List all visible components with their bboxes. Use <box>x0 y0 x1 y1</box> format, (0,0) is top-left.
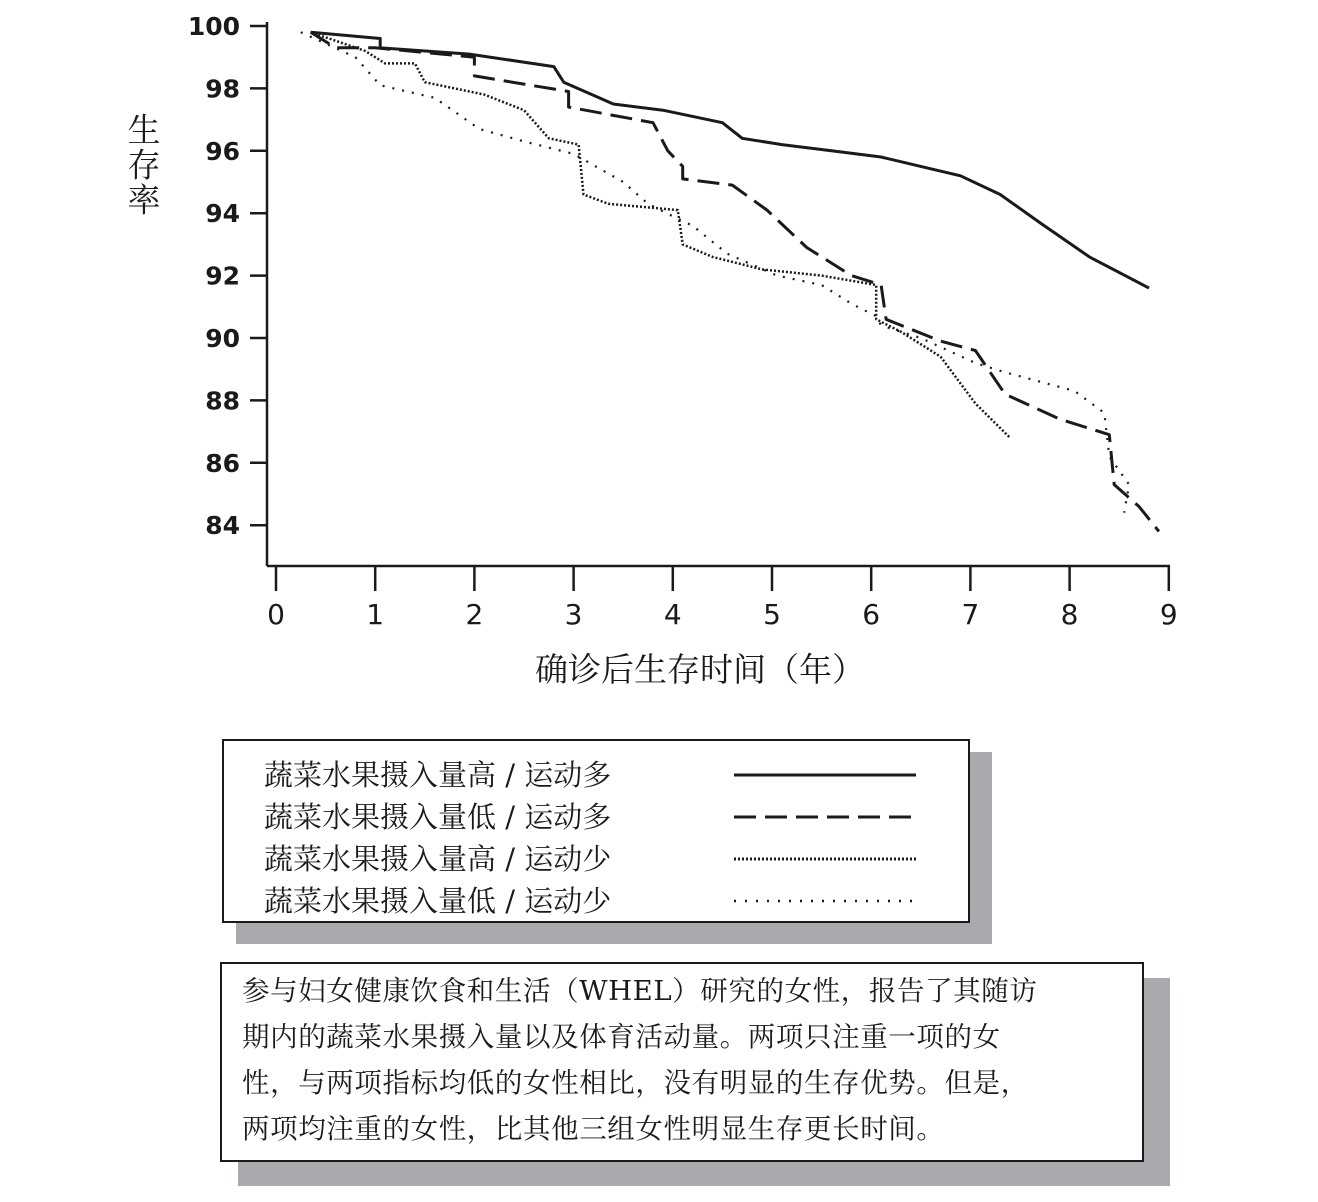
axes <box>267 22 1170 566</box>
legend-label: 蔬菜水果摄入量高 / 运动多 <box>264 758 612 792</box>
y-tick-label: 94 <box>205 199 240 229</box>
caption-line: 两项均注重的女性，比其他三组女性明显生存更长时间。 <box>242 1113 945 1145</box>
x-tick-label: 2 <box>465 598 484 631</box>
legend <box>222 739 970 923</box>
x-tick-label: 3 <box>564 598 583 631</box>
x-tick-label: 4 <box>663 598 682 631</box>
x-tick-label: 9 <box>1159 598 1178 631</box>
series-line-1 <box>311 32 1149 288</box>
legend-label: 蔬菜水果摄入量低 / 运动少 <box>264 884 612 918</box>
series-line-4 <box>301 32 1129 513</box>
x-tick-label: 7 <box>961 598 980 631</box>
legend-swatch-dotted <box>734 849 919 869</box>
y-tick-label: 84 <box>205 511 240 541</box>
legend-swatch-sparse-dotted <box>734 891 919 911</box>
y-ticks <box>188 12 267 540</box>
legend-label: 蔬菜水果摄入量高 / 运动少 <box>264 842 612 876</box>
x-ticks <box>267 566 1178 631</box>
y-tick-label: 86 <box>205 448 240 478</box>
x-tick-label: 6 <box>862 598 881 631</box>
x-tick-label: 8 <box>1060 598 1079 631</box>
y-tick-label: 90 <box>205 324 240 353</box>
x-axis-title: 确诊后生存时间（年） <box>535 650 865 689</box>
legend-item-3 <box>264 837 954 881</box>
x-tick-label: 5 <box>763 598 781 631</box>
caption-line: 参与妇女健康饮食和生活（WHEL）研究的女性，报告了其随访 <box>242 975 1038 1007</box>
x-tick-label: 0 <box>267 598 285 631</box>
legend-swatch-solid <box>734 765 919 785</box>
caption <box>220 962 1144 1162</box>
caption-text <box>242 968 1142 1152</box>
series-line-3 <box>311 32 1010 438</box>
caption-line: 期内的蔬菜水果摄入量以及体育活动量。两项只注重一项的女 <box>242 1021 1001 1053</box>
y-tick-label: 88 <box>205 386 240 416</box>
series-lines <box>301 32 1159 531</box>
legend-item-1 <box>264 753 954 797</box>
y-tick-label: 92 <box>205 261 240 291</box>
x-tick-label: 1 <box>366 598 385 631</box>
y-tick-label: 98 <box>205 74 240 104</box>
legend-label: 蔬菜水果摄入量低 / 运动多 <box>264 800 612 834</box>
y-tick-label: 100 <box>187 12 240 41</box>
series-line-2 <box>311 32 1159 531</box>
y-tick-label: 96 <box>205 136 240 166</box>
caption-line: 性，与两项指标均低的女性相比，没有明显的生存优势。但是， <box>242 1067 1029 1099</box>
legend-swatch-dashed <box>734 807 919 827</box>
legend-item-2 <box>264 795 954 839</box>
legend-item-4 <box>264 879 954 923</box>
y-axis-title: 生存率 <box>122 112 162 218</box>
